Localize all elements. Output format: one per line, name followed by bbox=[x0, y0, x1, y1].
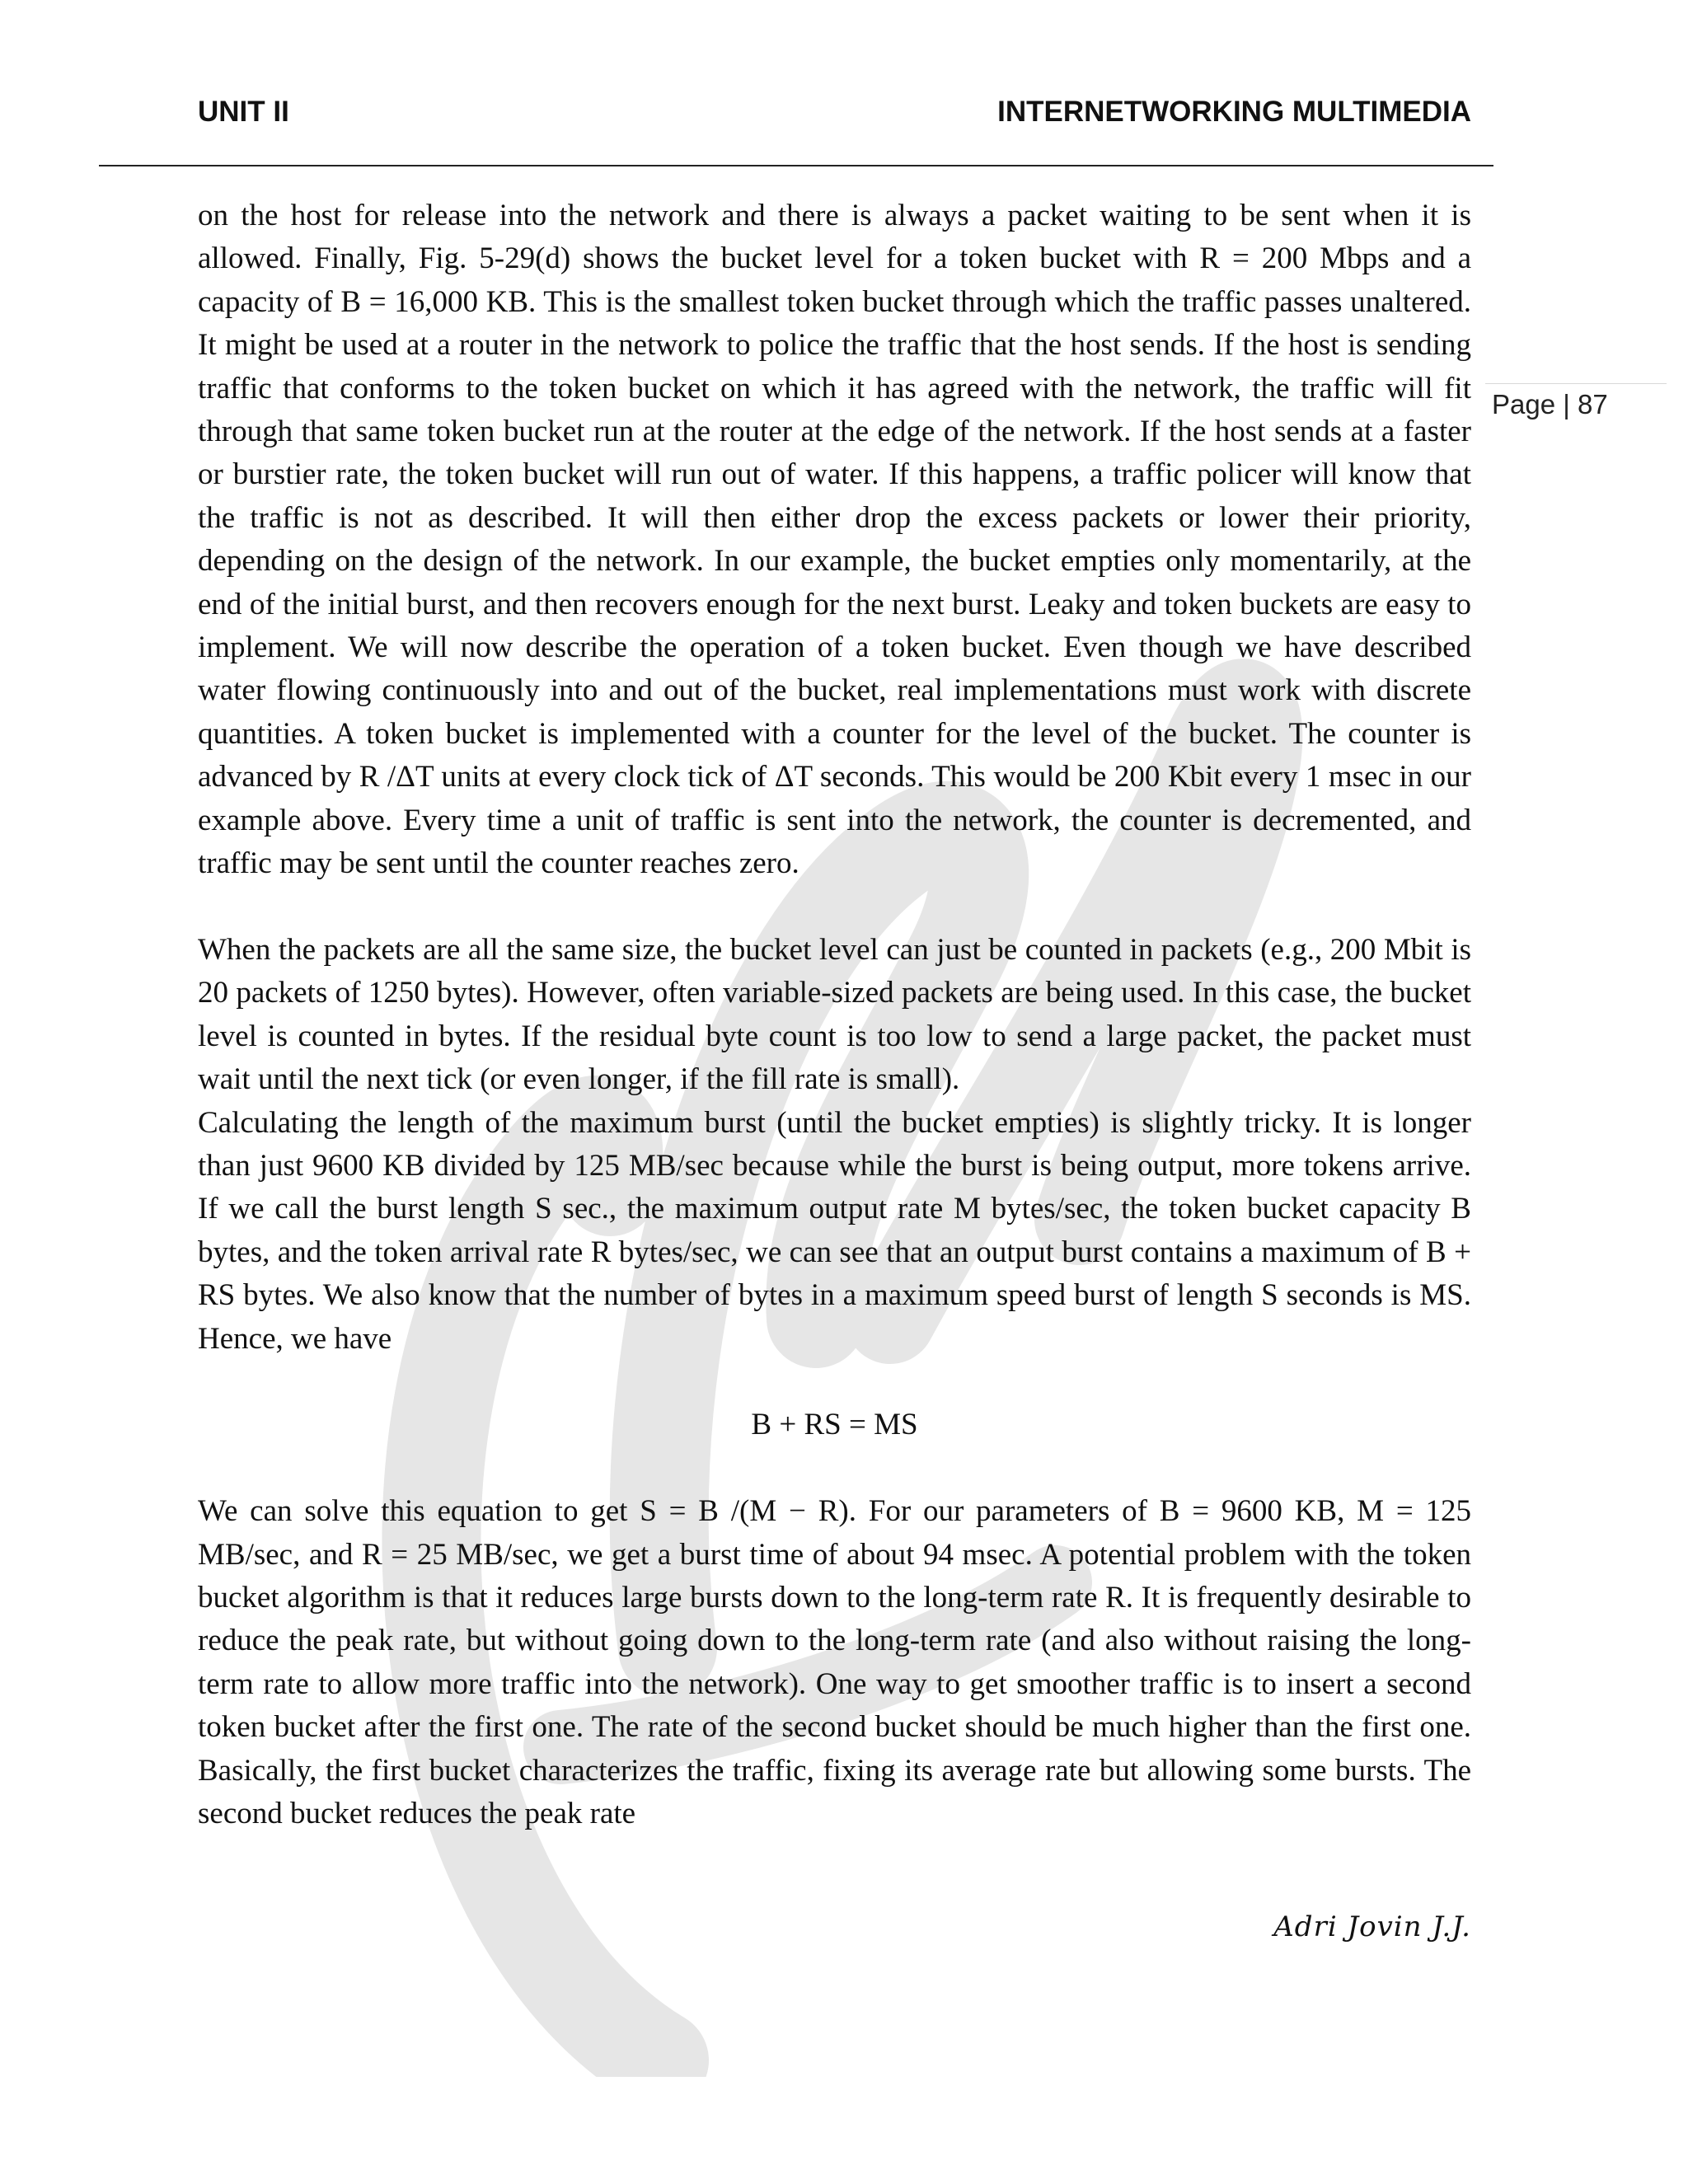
paragraph-3: Calculating the length of the maximum burst (until the bucket empties) is slightly tricky. It is longer than just 9600 KB divided by 125 MB/sec because while the burst is being output, more tokens arrive. If we call the burst length S sec., the maximum output rate M bytes/sec, the token bucket capacity B bytes, and the token arrival rate R bytes/sec, we can see that an output burst contains a maximum of B + RS bytes. We also know that the number of bytes in a maximum speed burst of length S seconds is MS. Hence, we have bbox=[198, 1105, 1471, 1356]
page-header bbox=[198, 92, 1471, 142]
author-signature: Adri Jovin J.J. bbox=[1273, 1910, 1471, 1943]
subject-title: INTERNETWORKING MULTIMEDIA bbox=[997, 96, 1471, 128]
page-number: Page | 87 bbox=[1492, 389, 1608, 419]
paragraph-1: on the host for release into the network and there is always a packet waiting to be sent when it is allowed. Finally, Fig. 5-29(d) shows the bucket level for a token bucket with R = 200 Mbps and a capacity of B = 16,000 KB. This is the smallest token bucket through which the traffic passes unaltered. It might be used at a router in the network to police the traffic that the host sends. If the host is sending traffic that conforms to the token bucket on which it has agreed with the network, the traffic will fit through that same token bucket run at the router at the edge of the network. If the host sends at a faster or burstier rate, the token bucket will run out of water. If this happens, a traffic policer will know that the traffic is not as described. It will then either drop the excess packets or lower their priority, depending on the design of the network. In our example, the bucket empties only momentarily, at the end of the initial burst, and then recovers enough for the next burst. Leaky and token buckets are easy to implement. We will now describe the operation of a token bucket. Even though we have described water flowing continuously into and out of the bucket, real implementations must work with discrete quantities. A token bucket is implemented with a counter for the level of the bucket. The counter is advanced by R /ΔT units at every clock tick of ΔT seconds. This would be 200 Kbit every 1 msec in our example above. Every time a unit of traffic is sent into the network, the counter is decremented, and traffic may be sent until the counter reaches zero. bbox=[198, 199, 1471, 881]
page-number-divider bbox=[1485, 383, 1667, 384]
body-text bbox=[198, 194, 1471, 1835]
paragraph-4: We can solve this equation to get S = B /(M − R). For our parameters of B = 9600 KB, M = 125 MB/sec, and R = 25 MB/sec, we get a burst time of about 94 msec. A potential problem with the token bucket algorithm is that it reduces large bursts down to the long-term rate R. It is frequently desirable to reduce the peak rate, but without going down to the long-term rate (and also without raising the long-term rate to allow more traffic into the network). One way to get smoother traffic is to insert a second token bucket after the first one. The rate of the second bucket should be much higher than the first one. Basically, the first bucket characterizes the traffic, fixing its average rate but allowing some bursts. The second bucket reduces the peak rate bbox=[198, 1494, 1471, 1830]
unit-label: UNIT II bbox=[198, 96, 289, 128]
paragraph-2: When the packets are all the same size, the bucket level can just be counted in packets (e.g., 200 Mbit is 20 packets of 1250 bytes). However, often variable-sized packets are being used. In this case, the bucket level is counted in bytes. If the residual byte count is too low to send a large packet, the packet must wait until the next tick (or even longer, if the fill rate is small). bbox=[198, 932, 1471, 1097]
paragraph-gap bbox=[198, 886, 1471, 929]
paragraph-gap bbox=[198, 1447, 1471, 1490]
paragraph-gap bbox=[198, 1361, 1471, 1404]
equation: B + RS = MS bbox=[751, 1408, 918, 1442]
header-divider bbox=[99, 165, 1493, 166]
